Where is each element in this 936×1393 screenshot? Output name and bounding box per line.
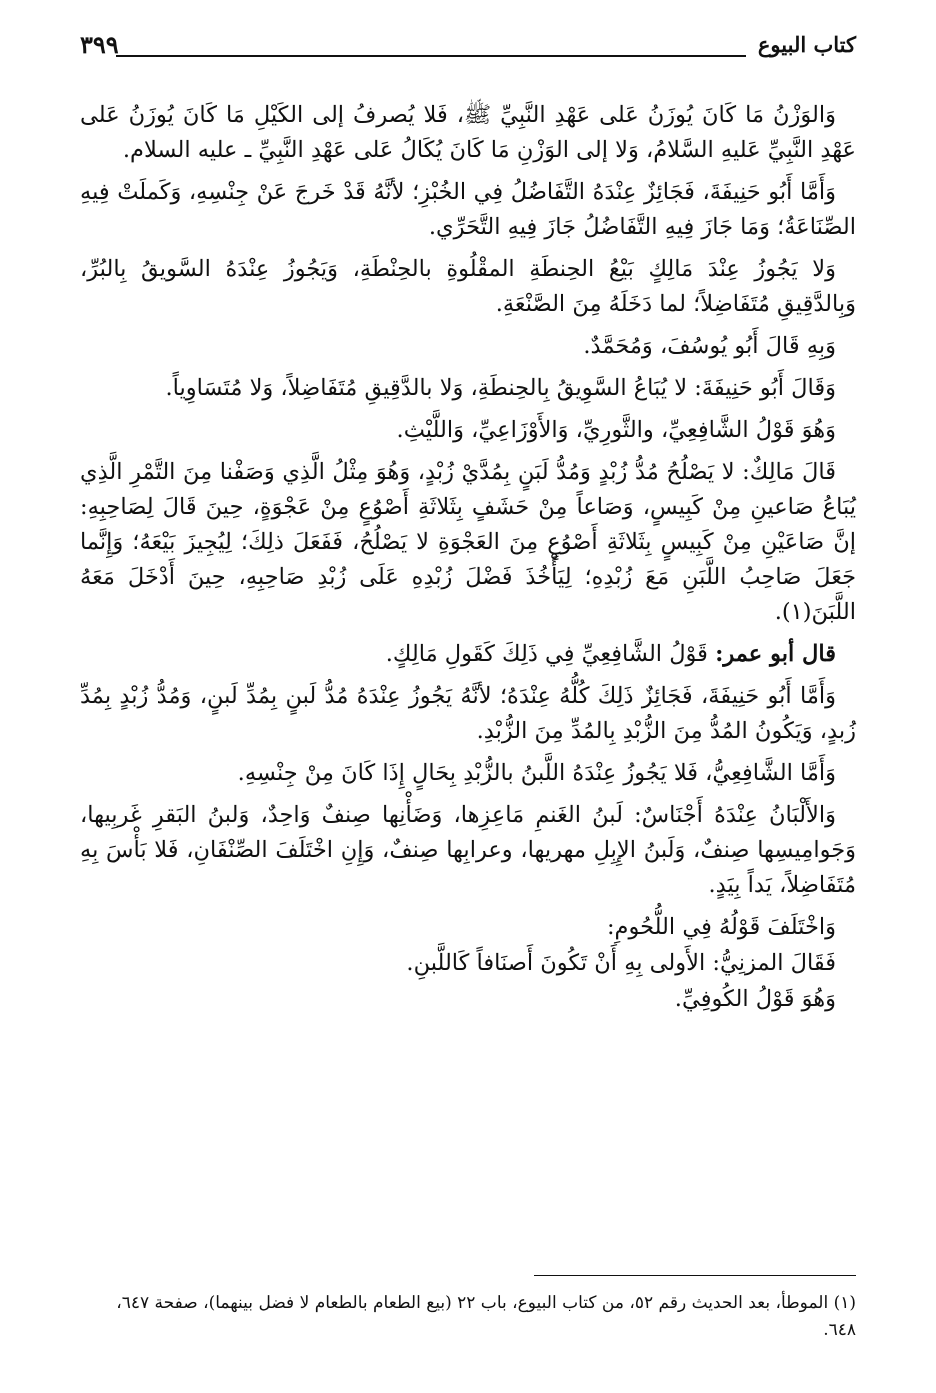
- paragraph: [80, 637, 856, 672]
- footnote: (١) الموطأ، بعد الحديث رقم ٥٢، من كتاب البيوع، باب ٢٢ (بيع الطعام بالطعام لا فضل بينهما)، صفحة ٦٤٧، ٦٤٨.: [116, 1293, 856, 1340]
- paragraph: [80, 98, 856, 168]
- running-header: [80, 30, 856, 70]
- paragraph: [80, 756, 856, 791]
- paragraph: [80, 413, 856, 448]
- paragraph-text: وَالأَلْبَانُ عِنْدَهُ أَجْنَاسٌ: لَبنُ الغَنمِ مَاعِزِها، وَضَأْنِها صِنفٌ وَاحِدٌ، وَلبنُ البَقرِ غَربِيها، وَجَوامِيسِها صِنفٌ، وَلَبنُ الإِبِلِ مهريها، وعرابِها صِنفٌ، وَإِنِ اخْتَلَفَ الصِّنْفَانِ، فَلا بَأْسَ بِهِ مُتَفَاضِلاً، يَداً بِيَدٍ.: [80, 802, 856, 898]
- paragraph: [80, 175, 856, 245]
- paragraph: [80, 371, 856, 406]
- header-rule: [116, 55, 746, 57]
- paragraph: [80, 252, 856, 322]
- paragraph: [80, 455, 856, 630]
- speaker-label: قال أبو عمر:: [715, 641, 836, 667]
- footnote-rule: [534, 1275, 856, 1276]
- paragraph-text: وَهُوَ قَوْلُ الشَّافِعِيِّ، والثَّورِيِّ، وَالأَوْزَاعِيِّ، وَاللَّيْثِ.: [396, 417, 836, 443]
- paragraph-text: قَالَ مَالِكٌ: لا يَصْلُحُ مُدُّ زُبْدٍ وَمُدُّ لَبَنٍ بِمُدَّيْ زُبْدٍ، وَهُوَ مِثْلُ الَّذِي وَصَفْنا مِنَ التَّمْرِ الَّذِي يُبَاعُ صَاعينِ مِنْ كَبِيسٍ، وَصَاعاً مِنْ حَشَفٍ بِثَلاثَةِ أَصْوُعٍ مِنْ عَجْوَةٍ، حِينَ قَالَ لِصَاحِبِهِ: إنَّ صَاعَيْنِ مِنْ كَبِيسٍ بِثَلاثَةِ أَصْوُعٍ مِنَ العَجْوَةِ لا يَصْلُحُ، فَفَعَلَ ذلِكَ؛ لِيُجِيزَ بَيْعَهُ؛ وَإِنَّما جَعَلَ صَاحِبُ اللَّبَنِ مَعَ زُبْدِهِ؛ لِيَأْخُذَ فَضْلَ زُبْدِهِ عَلَى زُبْدِ صَاحِبِهِ، حِينَ أَدْخَلَ مَعَهُ اللَّبَنَ(١).: [80, 459, 856, 625]
- footnotes: [80, 1290, 856, 1344]
- paragraph-text: وَأَمَّا أَبُو حَنِيفَةَ، فَجَائِزٌ ذَلِكَ كُلُّهُ عِنْدَهُ؛ لأنَّهُ يَجُوزُ عِنْدَهُ مُدُّ لَبنٍ بِمُدِّ لَبنٍ، وَمُدُّ زُبْدٍ بِمُدِّ زُبدٍ، وَيَكُونُ المُدُّ مِنَ الزُّبْدِ بِالمُدِّ مِنَ الزُّبْدِ.: [80, 683, 856, 744]
- paragraph-text: وَاخْتَلَفَ قَوْلُهُ فِي اللُّحُومِ:: [606, 914, 836, 940]
- paragraph-text: وَأَمَّا الشَّافِعِيُّ، فَلا يَجُوزُ عِنْدَهُ اللَّبنُ بالزُّبْدِ بِحَالٍ إِذَا كَانَ مِنْ جِنْسِهِ.: [237, 760, 836, 786]
- paragraph: [80, 910, 856, 945]
- paragraph-text: وَلا يَجُوزُ عِنْدَ مَالِكٍ بَيْعُ الحِنطَةِ المقْلُوةِ بالحِنْطَةِ، وَيَجُوزُ عِنْدَهُ السَّويقُ بِالبُرِّ، وَبِالدَّقِيقِ مُتَفَاضِلاً؛ لما دَخَلَهُ مِنَ الصَّنْعَةِ.: [80, 256, 856, 317]
- paragraph: [80, 946, 856, 981]
- paragraph: [80, 982, 856, 1017]
- body-text: [80, 98, 856, 1018]
- paragraph: [80, 798, 856, 903]
- paragraph-text: وَقَالَ أَبُو حَنِيفَةَ: لا يُبَاعُ السَّوِيقُ بِالحِنطَةِ، وَلا بالدَّقِيقِ مُتَفَاضِلاً، وَلا مُتَسَاوِياً.: [165, 375, 836, 401]
- paragraph-text: فَقَالَ المزنِيُّ: الأَولى بِهِ أَنْ تَكُونَ أَصنَافاً كَاللَّبنِ.: [406, 950, 836, 976]
- paragraph-text: وَأَمَّا أَبُو حَنِيفَةَ، فَجَائِزٌ عِنْدَهُ التَّفَاضُلُ فِي الخُبْزِ؛ لأنَّهُ قَدْ خَرجَ عَنْ جِنْسِهِ، وَكَملَتْ فِيهِ الصِّنَاعَةُ؛ وَمَا جَازَ فِيهِ التَّفَاضُلُ جَازَ فِيهِ التَّحَرِّي.: [80, 179, 856, 240]
- paragraph-text: وَهُوَ قَوْلُ الكُوفِيِّ.: [674, 986, 836, 1012]
- paragraph: [80, 329, 856, 364]
- page-number: ٣٩٩: [80, 30, 119, 59]
- paragraph-text: وَالوَزْنُ مَا كَانَ يُوزَنُ عَلى عَهْدِ النَّبِيِّ ﷺ، فَلا يُصرفُ إلى الكَيْلِ مَا كَانَ يُوزَنُ عَلى عَهْدِ النَّبِيِّ عَليهِ السَّلامُ، وَلا إلى الوَزْنِ مَا كَانَ يُكَالُ عَلى عَهْدِ النَّبِيِّ ـ عليه السلام.: [80, 102, 856, 163]
- paragraph: [80, 679, 856, 749]
- book-title: كتاب البيوع: [757, 32, 856, 57]
- paragraph-text: قَوْلُ الشَّافِعِيِّ فِي ذَلِكَ كَقَولِ مَالِكٍ.: [385, 641, 716, 667]
- paragraph-text: وَبِهِ قَالَ أَبُو يُوسُفَ، وَمُحَمَّدٌ.: [583, 333, 836, 359]
